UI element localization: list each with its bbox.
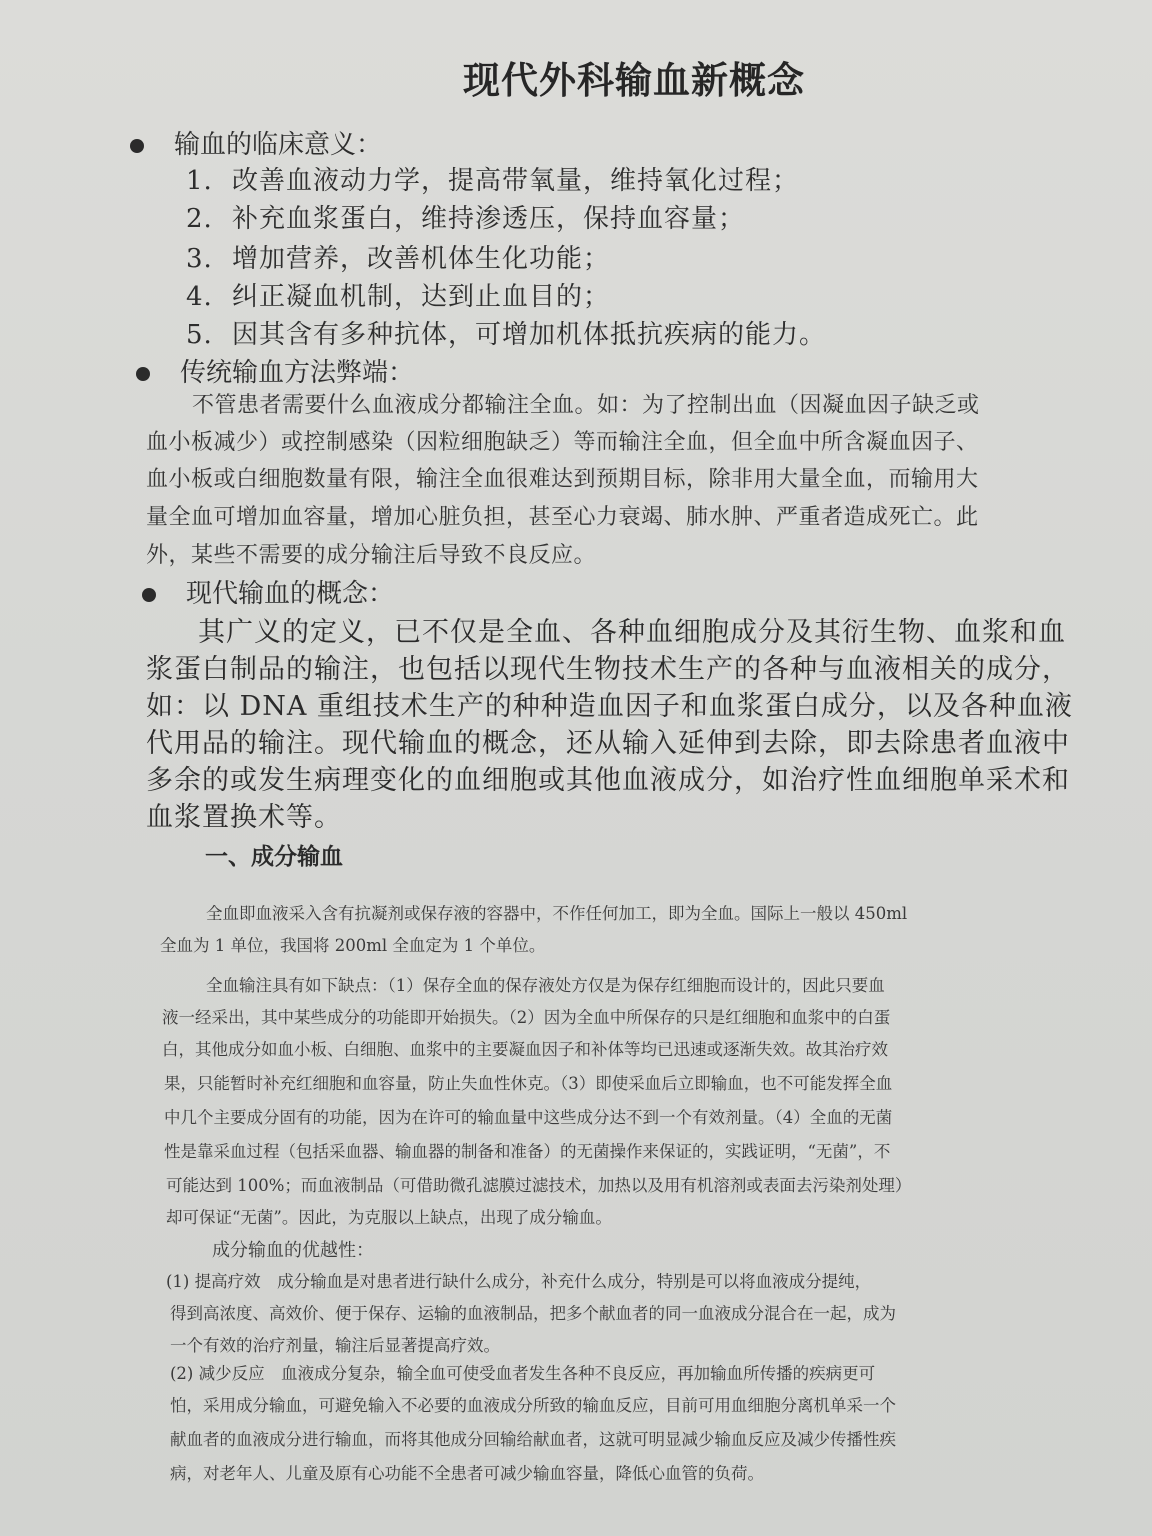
paragraph-line: 中几个主要成分固有的功能，因为在许可的输血量中这些成分达不到一个有效剂量。（4）全血的无菌: [164, 1108, 893, 1127]
paragraph-line: 如：以 DNA 重组技术生产的种种造血因子和血浆蛋白成分，以及各种血液: [146, 691, 1073, 722]
paragraph-line: 外，某些不需要的成分输注后导致不良反应。: [146, 543, 597, 568]
list-item: 4. 纠正凝血机制，达到止血目的；: [186, 282, 611, 312]
list-item: 5. 因其含有多种抗体，可增加机体抵抗疾病的能力。: [186, 320, 827, 350]
paragraph-line: 浆蛋白制品的输注，也包括以现代生物技术生产的各种与血液相关的成分，: [146, 654, 1070, 685]
paragraph-line: 性是靠采血过程（包括采血器、输血器的制备和准备）的无菌操作来保证的，实践证明，“无菌”，不: [164, 1142, 891, 1161]
paragraph-line: 却可保证“无菌”。因此，为克服以上缺点，出现了成分输血。: [166, 1208, 612, 1227]
advantages-heading: 成分输血的优越性：: [212, 1240, 374, 1261]
paragraph-line: 血小板或白细胞数量有限，输注全血很难达到预期目标，除非用大量全血，而输用大: [146, 467, 979, 492]
paragraph-line: 得到高浓度、高效价、便于保存、运输的血液制品，把多个献血者的同一血液成分混合在一起，成为: [170, 1304, 896, 1323]
paragraph-line: 不管患者需要什么血液成分都输注全血。如：为了控制出血（因凝血因子缺乏或: [192, 393, 980, 418]
clinical-heading-text: 输血的临床意义：: [174, 130, 383, 160]
modern-heading: [142, 573, 394, 610]
paragraph-line: 代用品的输注。现代输血的概念，还从输入延伸到去除，即去除患者血液中: [146, 728, 1070, 759]
paragraph-line: 血浆置换术等。: [146, 802, 342, 833]
paragraph-line: 全血即血液采入含有抗凝剂或保存液的容器中，不作任何加工，即为全血。国际上一般以 450ml: [206, 904, 908, 923]
traditional-heading-text: 传统输血方法弊端：: [180, 358, 415, 388]
list-item: 2. 补充血浆蛋白，维持渗透压，保持血容量；: [186, 204, 746, 234]
paragraph-line: 病，对老年人、儿童及原有心功能不全患者可减少输血容量，降低心血管的负荷。: [170, 1464, 764, 1483]
paragraph-line: 量全血可增加血容量，增加心脏负担，甚至心力衰竭、肺水肿、严重者造成死亡。此: [146, 505, 979, 530]
paragraph-line: 多余的或发生病理变化的血细胞或其他血液成分，如治疗性血细胞单采术和: [146, 765, 1070, 796]
paragraph-line: 白，其他成分如血小板、白细胞、血浆中的主要凝血因子和补体等均已迅速或逐渐失效。故其治疗效: [162, 1040, 888, 1059]
modern-heading-text: 现代输血的概念：: [186, 579, 395, 609]
paragraph-line: (1) 提高疗效 成分输血是对患者进行缺什么成分，补充什么成分，特别是可以将血液成分提纯，: [166, 1272, 872, 1291]
paragraph-line: (2) 减少反应 血液成分复杂，输全血可使受血者发生各种不良反应，再加输血所传播的疾病更可: [170, 1364, 876, 1383]
page-title: 现代外科输血新概念: [463, 58, 805, 102]
paragraph-line: 怕，采用成分输血，可避免输入不必要的血液成分所致的输血反应，目前可用血细胞分离机单采一个: [170, 1396, 896, 1415]
bullet-icon: [136, 367, 150, 381]
bullet-icon: [130, 139, 144, 153]
bullet-icon: [142, 588, 156, 602]
list-item: 3. 增加营养，改善机体生化功能；: [186, 244, 611, 274]
paragraph-line: 其广义的定义，已不仅是全血、各种血细胞成分及其衍生物、血浆和血: [198, 617, 1066, 648]
traditional-heading: [136, 352, 414, 389]
list-item: 1. 改善血液动力学，提高带氧量，维持氧化过程；: [186, 166, 800, 196]
clinical-heading: [130, 124, 382, 161]
paragraph-line: 全血为 1 单位，我国将 200ml 全血定为 1 个单位。: [160, 936, 546, 955]
paragraph-line: 液一经采出，其中某些成分的功能即开始损失。（2）因为全血中所保存的只是红细胞和血浆中的白蛋: [162, 1008, 891, 1027]
paragraph-line: 献血者的血液成分进行输血，而将其他成分回输给献血者，这就可明显减少输血反应及减少传播性疾: [170, 1430, 896, 1449]
paragraph-line: 血小板减少）或控制感染（因粒细胞缺乏）等而输注全血，但全血中所含凝血因子、: [146, 430, 979, 455]
paragraph-line: 全血输注具有如下缺点：（1）保存全血的保存液处方仅是为保存红细胞而设计的，因此只要血: [206, 976, 885, 995]
paragraph-line: 一个有效的治疗剂量，输注后显著提高疗效。: [170, 1336, 500, 1355]
paragraph-line: 可能达到 100%；而血液制品（可借助微孔滤膜过滤技术，加热以及用有机溶剂或表面去污染剂处理）: [166, 1176, 912, 1195]
section-heading: 一、成分输血: [205, 843, 343, 870]
paragraph-line: 果，只能暂时补充红细胞和血容量，防止失血性休克。（3）即使采血后立即输血，也不可能发挥全血: [164, 1074, 893, 1093]
